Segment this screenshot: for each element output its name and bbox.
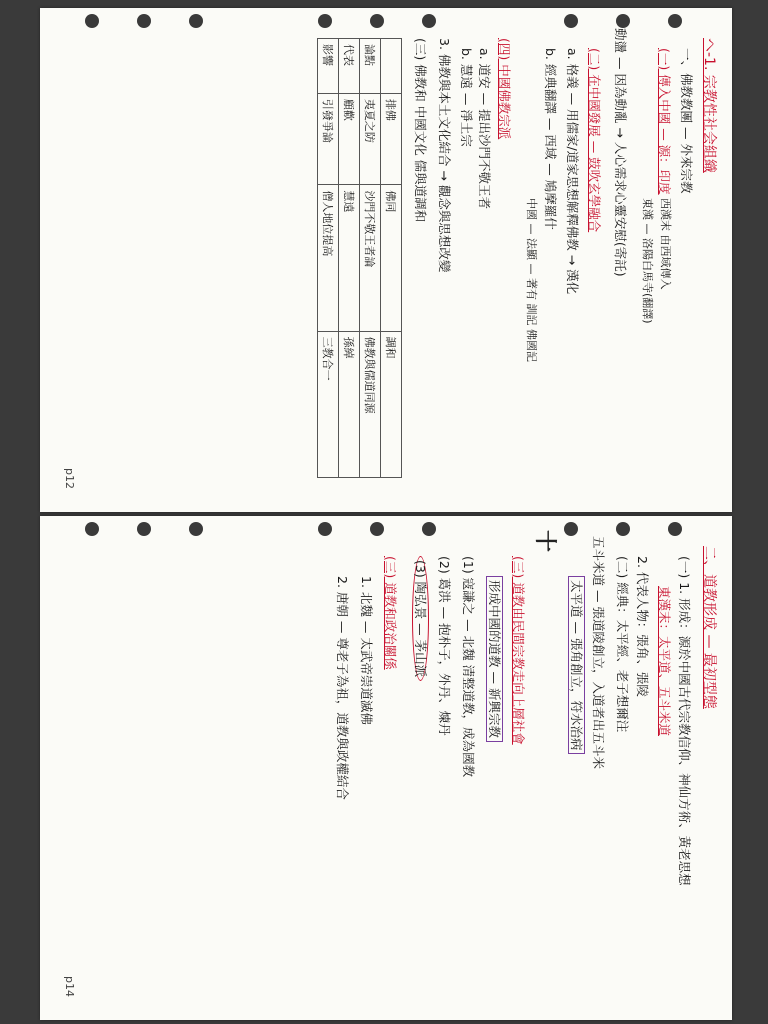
- table-cell: 論點: [360, 39, 381, 94]
- table-header: 排佛: [381, 93, 402, 184]
- table-cell: 代表: [339, 39, 360, 94]
- table-header: 調和: [381, 331, 402, 477]
- table-row: [318, 39, 339, 478]
- comparison-table: [317, 38, 402, 478]
- rotated-content: [40, 8, 732, 512]
- note-line: (1) 寇謙之 — 北魏 清整道教，成為國教: [461, 556, 476, 778]
- note-line: 2. 唐朝 — 尊老子為祖，道教與政權結合: [335, 576, 350, 800]
- note-line: (四) 中國佛教宗派: [497, 38, 512, 140]
- table-cell: 影響: [318, 39, 339, 94]
- table-cell: 引發爭論: [318, 93, 339, 184]
- note-line: (一) 傳入中國 — 源：印度: [657, 48, 672, 195]
- note-line: 3. 佛教與本土文化結合 → 觀念與思想改變: [437, 38, 452, 273]
- note-line: (三) 道教和政治關係: [383, 556, 398, 670]
- note-line: (2) 葛洪 — 抱朴子，外丹、煉丹: [437, 556, 452, 736]
- table-cell: 沙門不敬王者論: [360, 185, 381, 331]
- table-header: 佛同: [381, 185, 402, 331]
- note-line: b. 慧遠 — 淨土宗: [459, 48, 474, 147]
- note-line: (一) 1. 形成：源於中國古代宗教信仰、神仙方術、黃老思想: [677, 556, 692, 886]
- note-line: 動盪 — 因為動亂 → 人心需求心靈安慰(寄託): [613, 28, 628, 277]
- note-line: (三) 佛教和 中國文化 儒與道調和: [413, 38, 428, 223]
- note-line: 一、佛教教團 — 外來宗教: [679, 48, 694, 194]
- table-row: [360, 39, 381, 478]
- table-cell: 慧遠: [339, 185, 360, 331]
- note-line: a. 格義 — 用儒家/道家思想解釋佛教 → 漢化: [565, 48, 580, 295]
- note-line: 中國 — 法顯 — 著有 訓記 佛國記: [525, 198, 538, 362]
- note-line: 太平道 — 張角創立，符水治病: [568, 576, 586, 754]
- note-line: 西漢末 由西域傳入: [659, 198, 672, 290]
- section-heading: 二、道教形成 — 最初型態: [701, 546, 717, 709]
- section-heading: ヘ-1. 宗教性社会組織: [701, 38, 717, 173]
- note-line: 東漢 — 洛陽白馬寺(翻譯): [641, 198, 654, 324]
- table-cell: 夷夏之防: [360, 93, 381, 184]
- note-line: 東漢末：太平道、五斗米道: [657, 586, 672, 737]
- note-line: (3) 陶弘景 — 茅山派: [412, 556, 430, 681]
- table-header-row: [381, 39, 402, 478]
- table-cell: 三教合一: [318, 331, 339, 477]
- note-line: b. 經典翻譯 — 西域 — 鳩摩羅什: [543, 48, 558, 230]
- page-number: p12: [63, 468, 76, 489]
- note-line: 2. 代表人物：張角、張陵: [635, 556, 650, 697]
- page-number: p14: [63, 976, 76, 997]
- table-cell: 僧人地位提高: [318, 185, 339, 331]
- notebook-page-bottom: [40, 516, 732, 1020]
- rotated-content: [40, 516, 732, 1020]
- table-row: [339, 39, 360, 478]
- notebook-page-top: [40, 8, 732, 512]
- note-line: (二) 經典：太平經、老子想爾注: [615, 556, 630, 733]
- note-line: (二) 在中國發展 — 鼓吹玄學融合: [587, 48, 602, 233]
- plus-mark: 十: [532, 530, 557, 553]
- table-cell: 佛教與儒道同源: [360, 331, 381, 477]
- note-line: (三) 道教由民間宗教走向上層社會: [511, 556, 526, 745]
- table-header: [381, 39, 402, 94]
- note-line: 1. 北魏 — 太武帝崇道滅佛: [359, 576, 374, 725]
- table-cell: 顧歡: [339, 93, 360, 184]
- note-line: 形成中國的道教 — 新興宗教: [486, 576, 504, 742]
- note-line: 五斗米道 — 張道陵創立，入道者出五斗米: [591, 536, 606, 769]
- note-line: a. 道安 — 提出沙門不敬王者: [477, 48, 492, 210]
- table-cell: 孫綽: [339, 331, 360, 477]
